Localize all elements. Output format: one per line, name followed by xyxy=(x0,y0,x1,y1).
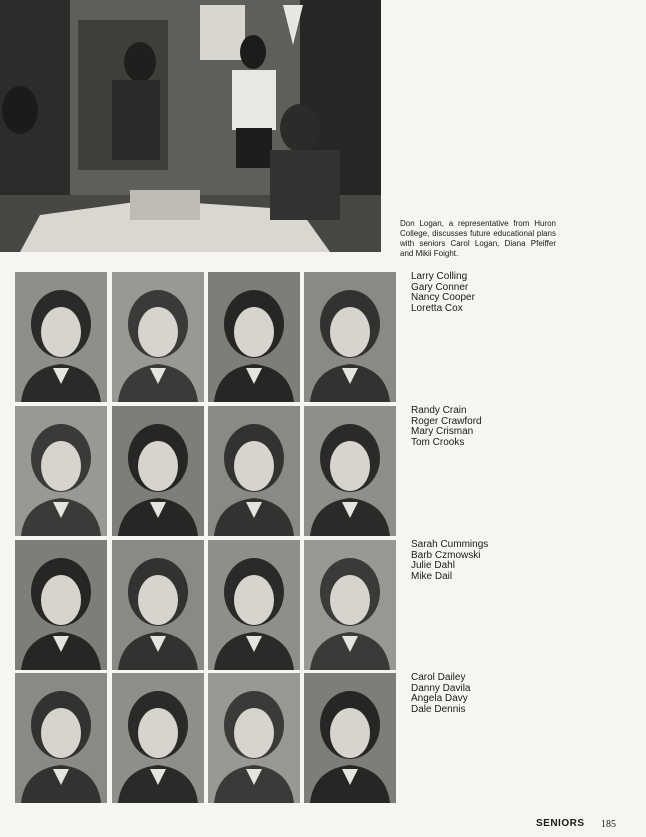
student-name: Barb Czmowski xyxy=(411,549,481,561)
name-list-row-3 xyxy=(411,540,488,582)
student-name: Angela Davy xyxy=(411,693,468,704)
student-name: Randy Crain xyxy=(411,405,467,416)
photo-caption: Don Logan, a representative from Huron College, discusses future educational plans with seniors Carol Logan, Diana Pfeiffer and Mikii Foight. xyxy=(400,219,556,258)
student-name: Mary Crisman xyxy=(411,426,474,437)
student-name: Roger Crawford xyxy=(411,415,482,427)
student-name: Julie Dahl xyxy=(411,560,455,571)
student-name: Sarah Cummings xyxy=(411,539,489,550)
student-portrait xyxy=(304,406,396,536)
name-list-row-2 xyxy=(411,406,482,448)
student-portrait xyxy=(15,272,107,402)
student-name: Mike Dail xyxy=(411,570,453,582)
student-name: Nancy Cooper xyxy=(411,292,475,303)
student-portrait xyxy=(15,673,107,803)
student-name: Dale Dennis xyxy=(411,703,466,715)
name-list-row-1 xyxy=(411,272,475,314)
student-portrait xyxy=(208,540,300,670)
student-portrait xyxy=(208,272,300,402)
student-portrait xyxy=(112,406,204,536)
page-number: 185 xyxy=(601,819,616,830)
student-name: Loretta Cox xyxy=(411,302,463,314)
student-name: Larry Colling xyxy=(411,271,468,282)
student-name: Carol Dailey xyxy=(411,672,466,683)
student-portrait xyxy=(304,540,396,670)
classroom-photo xyxy=(0,0,381,252)
student-portrait xyxy=(112,673,204,803)
student-portrait xyxy=(304,673,396,803)
student-portrait xyxy=(112,540,204,670)
student-portrait xyxy=(15,406,107,536)
section-label: SENIORS xyxy=(536,818,585,829)
student-portrait xyxy=(208,406,300,536)
name-list-row-4 xyxy=(411,673,470,715)
student-portrait xyxy=(304,272,396,402)
student-portrait xyxy=(112,272,204,402)
student-portrait xyxy=(208,673,300,803)
student-name: Tom Crooks xyxy=(411,436,465,448)
student-portrait xyxy=(15,540,107,670)
student-name: Danny Davila xyxy=(411,682,471,694)
student-name: Gary Conner xyxy=(411,281,469,293)
